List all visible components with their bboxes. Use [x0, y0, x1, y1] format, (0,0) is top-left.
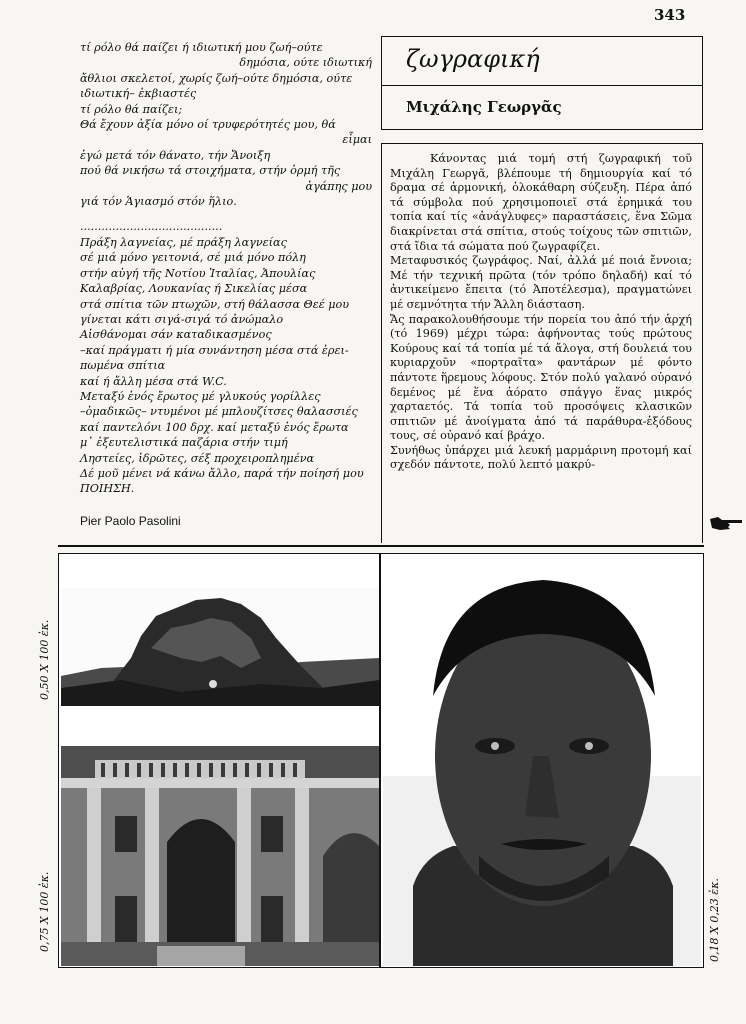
poem-separator: ........................................ [80, 220, 223, 234]
poem-line: πού θά νικήσω τά στοιχήματα, στήν ὁρμή τῆς [80, 164, 341, 178]
poem [80, 40, 372, 497]
poem-line: καί παντελόνι 100 δρχ. καί μεταξύ ἑνός ἔρωτα [80, 420, 349, 434]
poem-line: ἄθλιοι σκελετοί, χωρίς ζωή–ούτε δημόσια, ούτε [80, 71, 353, 85]
figure-caption: 0,50 Χ 100 ἐκ. [38, 619, 51, 700]
poem-line: τί ρόλο θά παίζει ή ιδιωτική μου ζωή–ούτε [80, 41, 323, 54]
poem-line: πωμένα σπίτια [80, 359, 166, 373]
poem-line: Δέ μοῦ μένει νά κάνω ἄλλο, παρά τήν ποίησή μου [80, 466, 364, 480]
page-number: 343 [654, 6, 686, 24]
poem-line: ἐγώ μετά τόν θάνατο, τήν Ἄνοιξη [80, 148, 271, 162]
poem-line: Μεταξύ ἑνός ἔρωτος μέ γλυκούς γορίλλες [80, 389, 321, 403]
poem-line: ιδιωτική– ἐκβιαστές [80, 87, 197, 101]
poem-line: σέ μιά μόνο γειτονιά, σέ μιά μόνο πόλη [80, 251, 306, 265]
figure-caption: 0,18 Χ 0,23 ἐκ. [708, 878, 721, 962]
rock-landscape-painting [61, 588, 379, 706]
poem-line: Ληστείες, ἱδρῶτες, σέξ προχειροπλημένα [80, 451, 315, 465]
poem-line: –καί πράγματι ή μία συνάντηση μέσα στά ἐρει- [80, 343, 349, 357]
article-body [381, 143, 703, 543]
section-title: ζωγραφική [406, 45, 540, 73]
poem-line: δημόσια, ούτε ιδιωτική [239, 56, 372, 70]
poem-line: μ᾽ ἐξευτελιστικά παζάρια στήν τιμή [80, 436, 288, 450]
artwork-gallery [58, 553, 704, 968]
gallery-divider [379, 554, 381, 967]
poem-line: ΠΟΙΗΣΗ. [80, 482, 135, 496]
building-facade-painting [61, 746, 379, 966]
poem-line: στά σπίτια τῶν πτωχῶν, στή θάλασσα Θεέ μου [80, 297, 350, 311]
poem-line: καί ή ἄλλη μέσα στά W.C. [80, 374, 227, 388]
poem-line: στήν αὐγή τῆς Νοτίου Ἰταλίας, Ἀπουλίας [80, 266, 316, 280]
header-divider [382, 85, 702, 86]
poem-author: Pier Paolo Pasolini [80, 514, 181, 528]
portrait-painting [383, 556, 701, 966]
article-paragraph: Μεταφυσικός ζωγράφος. Ναί, ἀλλά μέ ποιά ἔννοια; Μέ τήν τεχνική πρῶτα (τόν τρόπο δηλαδή) καί τό ἀντικείμενο ἔπειτα (τό Ἀποτέλεσμα), πραγματώνει μέ σεμνότητα τήν Ἄλλη διάσταση. [390, 254, 692, 311]
poem-line: –ὁμαδικῶς– ντυμένοι μέ μπλουζίτσες θαλασσιές [80, 405, 358, 419]
article-author: Μιχάλης Γεωργᾶς [406, 98, 562, 116]
pointing-hand-icon [708, 514, 744, 532]
article-header [381, 36, 703, 130]
poem-line: γιά τόν Ἁγιασμό στόν ἥλιο. [80, 195, 237, 209]
article-paragraph: Συνήθως ὑπάρχει μιά λευκή μαρμάρινη προτομή καί σχεδόν πάντοτε, πολύ λεπτό μακρύ- [390, 443, 692, 472]
poem-line: γίνεται κάτι σιγά-σιγά τό ἀνώμαλο [80, 312, 284, 326]
poem-line: Θά ἔχουν ἀξία μόνο οί τρυφερότητές μου, θά [80, 118, 336, 132]
figure-caption: 0,75 Χ 100 ἐκ. [38, 871, 51, 952]
poem-line: Καλαβρίας, Λουκανίας ή Σικελίας μέσα [80, 282, 308, 296]
poem-line: τί ρόλο θά παίζει; [80, 102, 183, 116]
poem-line: ἀγάπης μου [305, 179, 372, 193]
article-paragraph: Κάνοντας μιά τομή στή ζωγραφική τοῦ Μιχάλη Γεωργᾶ, βλέπουμε τή δημιουργία καί τό δραμα σέ ἁρμονική, ὁλοκάθαρη σύζευξη. Πέρα ἀπό τά σύμβολα πού χρησιμοποιεῖ στά ἐρημικά του τοπία καί τίς «ἀνάγλυφες» παραστάσεις, ἕνα Σῶμα διακρίνεται στά σπίτια, στούς τοίχους τῶν σπιτιῶν, στά ἴδια τά σώματα πού ζωγραφίζει. [390, 152, 692, 253]
poem-line: Πράξη λαγνείας, μέ πράξη λαγνείας [80, 235, 287, 249]
article-paragraph: Ἄς παρακολουθήσουμε τήν πορεία του ἀπό τήν ἀρχή (τό 1969) μέχρι τώρα: ἀφήνοντας τούς πρώτους Κούρους καί τά τοπία μέ τά ἄλογα, στή δουλειά του κυριαρχοῦν «πορτραῖτα» φαντάρων μέ φόντο πάντοτε ἥρεμους λόφους. Στόν πολύ γαλανό οὐρανό δεμένος μέ ἕνα ἀόρατο σπάγγο ἕνας μικρός χαρταετός. Τά τοπία τοῦ προσόψεις κλασικῶν σπιτιῶν μέ ἀνοίγματα ἀπό τά παράθυρα-ἐξόδους τους, σέ οὐρανό καί βράχο. [390, 312, 692, 443]
section-rule [58, 545, 704, 547]
poem-line: εἶμαι [342, 133, 372, 147]
poem-line: Αἰσθάνομαι σάν καταδικασμένος [80, 328, 272, 342]
